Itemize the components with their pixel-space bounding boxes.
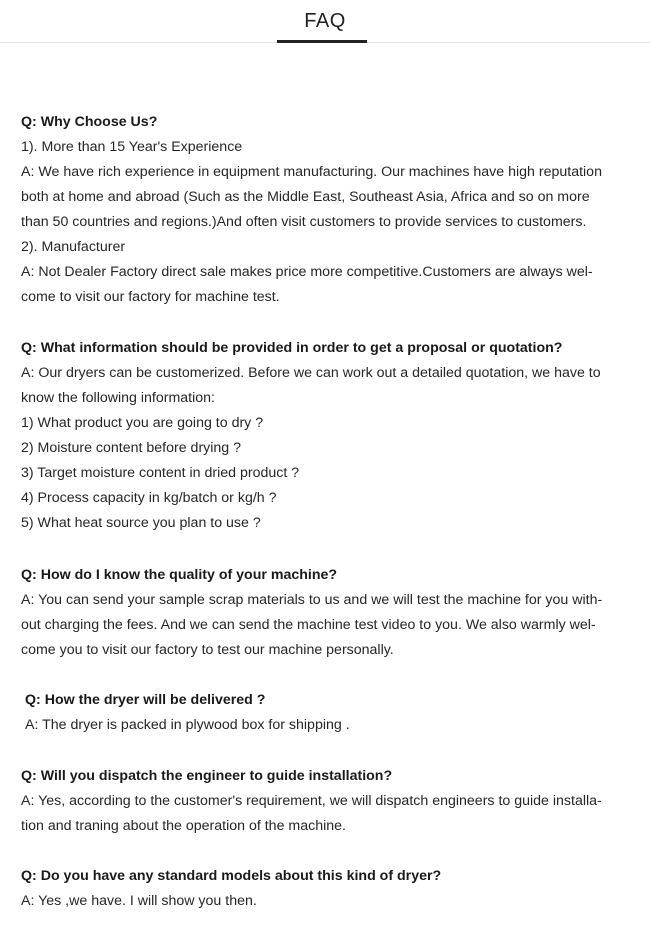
faq-answer-line: A: Yes, according to the customer's requirement, we will dispatch engineers to guide installa-: [21, 793, 602, 809]
page-header: [0, 0, 650, 43]
faq-question-why-choose-us: Q: Why Choose Us?: [21, 114, 158, 130]
faq-answer-line: know the following information:: [21, 390, 215, 406]
faq-answer-line: A: Not Dealer Factory direct sale makes price more competitive.Customers are always wel-: [21, 264, 593, 280]
faq-answer-line: 3) Target moisture content in dried product ?: [21, 465, 300, 481]
faq-answer-line: A: Our dryers can be customerized. Before we can work out a detailed quotation, we have to: [21, 365, 601, 381]
faq-answer-line: 1) What product you are going to dry ?: [21, 415, 264, 431]
faq-answer-line: 4) Process capacity in kg/batch or kg/h ?: [21, 490, 277, 506]
page-title: FAQ: [304, 10, 346, 32]
faq-answer-line: out charging the fees. And we can send the machine test video to you. We also warmly wel-: [21, 617, 596, 633]
faq-answer-line: 5) What heat source you plan to use ?: [21, 515, 261, 531]
faq-answer-line: 2) Moisture content before drying ?: [21, 440, 242, 456]
faq-question-delivery: Q: How the dryer will be delivered ?: [25, 692, 266, 708]
faq-answer-line: tion and traning about the operation of the machine.: [21, 818, 346, 834]
faq-question-quotation-info: Q: What information should be provided in order to get a proposal or quotation?: [21, 340, 563, 356]
faq-answer-line: come you to visit our factory to test our machine personally.: [21, 642, 394, 658]
faq-question-installation: Q: Will you dispatch the engineer to guide installation?: [21, 768, 393, 784]
faq-answer-line: come to visit our factory for machine test.: [21, 289, 280, 305]
faq-answer-line: 1). More than 15 Year's Experience: [21, 139, 243, 155]
faq-question-machine-quality: Q: How do I know the quality of your machine?: [21, 567, 338, 583]
title-underline: [277, 40, 367, 43]
faq-answer-line: both at home and abroad (Such as the Middle East, Southeast Asia, Africa and so on more: [21, 189, 590, 205]
faq-answer-line: 2). Manufacturer: [21, 239, 126, 255]
faq-answer-line: A: The dryer is packed in plywood box for shipping .: [25, 717, 350, 733]
faq-answer-line: A: You can send your sample scrap materials to us and we will test the machine for you with-: [21, 592, 603, 608]
faq-answer-line: A: We have rich experience in equipment manufacturing. Our machines have high reputation: [21, 164, 602, 180]
faq-answer-line: than 50 countries and regions.)And often visit customers to provide services to customers.: [21, 214, 587, 230]
faq-question-standard-models: Q: Do you have any standard models about this kind of dryer?: [21, 868, 442, 884]
faq-answer-line: A: Yes ,we have. I will show you then.: [21, 893, 257, 909]
